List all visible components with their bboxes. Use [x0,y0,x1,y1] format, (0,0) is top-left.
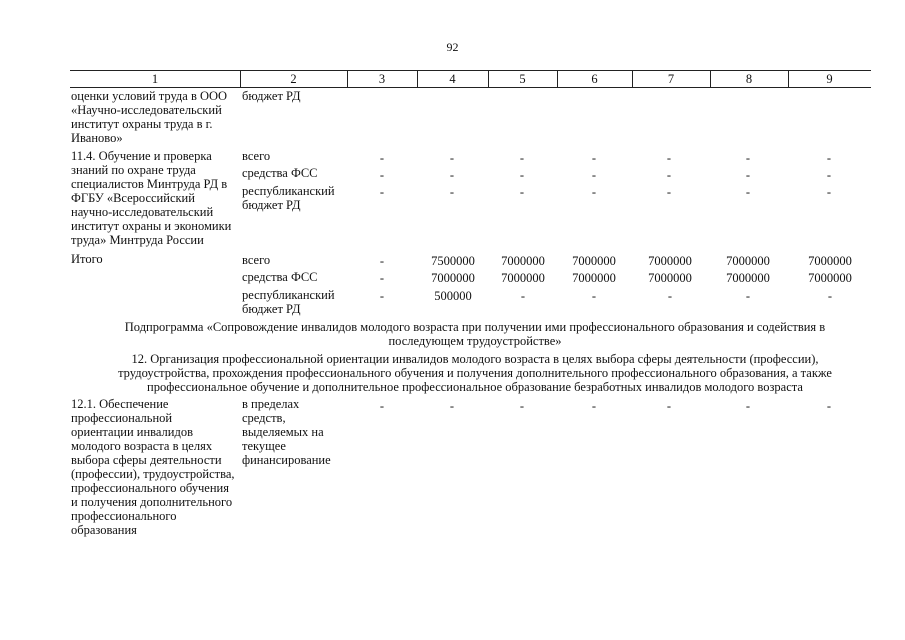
total-cell: 7000000 [808,271,852,285]
total-cell: - [379,289,385,303]
table-header-bottom-border [70,87,871,88]
total-cell: 500000 [434,289,472,303]
row-11-4-dash: - [745,185,751,199]
row-11-4-dash: - [379,168,385,182]
row-12-1-name: 12.1. Обеспечение профессиональной ориентации инвалидов молодого возраста в целях выбора сферы деятельности (профессии), трудоустройства, профессионального обучения и получения дополнительного профессионального образования [71,397,235,537]
total-cell: - [520,289,526,303]
total-source-total: всего [242,253,271,267]
total-cell: - [591,289,597,303]
row-12-1-source: в пределах средств, выделяемых на текущее финансирование [242,397,331,467]
total-cell: 7000000 [572,254,616,268]
header-col-4: 4 [449,72,456,86]
row-11-4-source-fss: средства ФСС [242,166,318,180]
row-11-4-dash: - [519,185,525,199]
row-11-4-dash: - [591,168,597,182]
total-cell: - [379,271,385,285]
total-cell: 7000000 [726,254,770,268]
row-11-4-dash: - [591,185,597,199]
row-11-4-dash: - [449,168,455,182]
section-12-heading: 12. Организация профессиональной ориентации инвалидов молодого возраста в целях выбора сферы деятельности (профессии), трудоустройства, прохождения профессионального обучения и получения дополнительного профессионального образования, а также профессиональное обучение и дополнительное профессиональное образование безработных инвалидов молодого возраста [118,352,832,394]
row-11-4-dash: - [591,151,597,165]
table-header-top-border [70,70,871,71]
total-cell: - [745,289,751,303]
row-11-4-dash: - [745,168,751,182]
header-col-3: 3 [378,72,386,86]
header-col-5: 5 [519,72,526,86]
subprogram-heading: Подпрограмма «Сопровождение инвалидов молодого возраста при получении ими профессионального образования и содействия в последующем трудоустройстве» [124,320,826,348]
total-cell: 7000000 [572,271,616,285]
header-col-2: 2 [290,72,297,86]
row-11-4-dash: - [449,151,455,165]
row-12-1-dash: - [666,399,672,413]
header-col-8: 8 [745,72,753,86]
row-a-source: бюджет РД [242,89,301,103]
total-cell: - [827,289,833,303]
row-11-4-source-total: всего [242,149,271,163]
total-source-budget: республиканский бюджет РД [242,288,335,316]
row-11-4-name: 11.4. Обучение и проверка знаний по охране труда специалистов Минтруда РД в ФГБУ «Всероссийский научно-исследовательский институт охраны и экономики труда» Минтруда России [71,149,232,247]
total-cell: 7000000 [648,254,692,268]
row-12-1-dash: - [745,399,751,413]
total-cell: 7000000 [726,271,770,285]
total-cell: 7500000 [431,254,475,268]
row-a-name: оценки условий труда в ООО «Научно-исследовательский институт охраны труда в г. Иваново» [71,89,228,145]
row-12-1-dash: - [519,399,525,413]
total-cell: 7000000 [431,271,475,285]
total-name: Итого [71,252,103,266]
row-11-4-dash: - [666,168,672,182]
row-11-4-dash: - [666,185,672,199]
row-11-4-dash: - [379,185,385,199]
row-11-4-source-budget: республиканский бюджет РД [242,184,335,212]
header-col-9: 9 [826,72,833,86]
total-cell: - [379,254,385,268]
header-col-1: 1 [151,72,159,86]
header-col-6: 6 [591,72,598,86]
row-11-4-dash: - [826,151,832,165]
total-cell: - [667,289,673,303]
row-11-4-dash: - [519,151,525,165]
total-cell: 7000000 [501,271,545,285]
total-cell: 7000000 [648,271,692,285]
total-cell: 7000000 [808,254,852,268]
row-12-1-dash: - [449,399,455,413]
row-11-4-dash: - [519,168,525,182]
row-11-4-dash: - [379,151,385,165]
header-col-7: 7 [667,72,675,86]
total-source-fss: средства ФСС [242,270,318,284]
row-12-1-dash: - [826,399,832,413]
row-12-1-dash: - [379,399,385,413]
total-cell: 7000000 [501,254,545,268]
row-11-4-dash: - [826,168,832,182]
page-number: 92 [446,40,459,54]
row-11-4-dash: - [745,151,751,165]
row-11-4-dash: - [449,185,455,199]
row-11-4-dash: - [666,151,672,165]
row-12-1-dash: - [591,399,597,413]
row-11-4-dash: - [826,185,832,199]
